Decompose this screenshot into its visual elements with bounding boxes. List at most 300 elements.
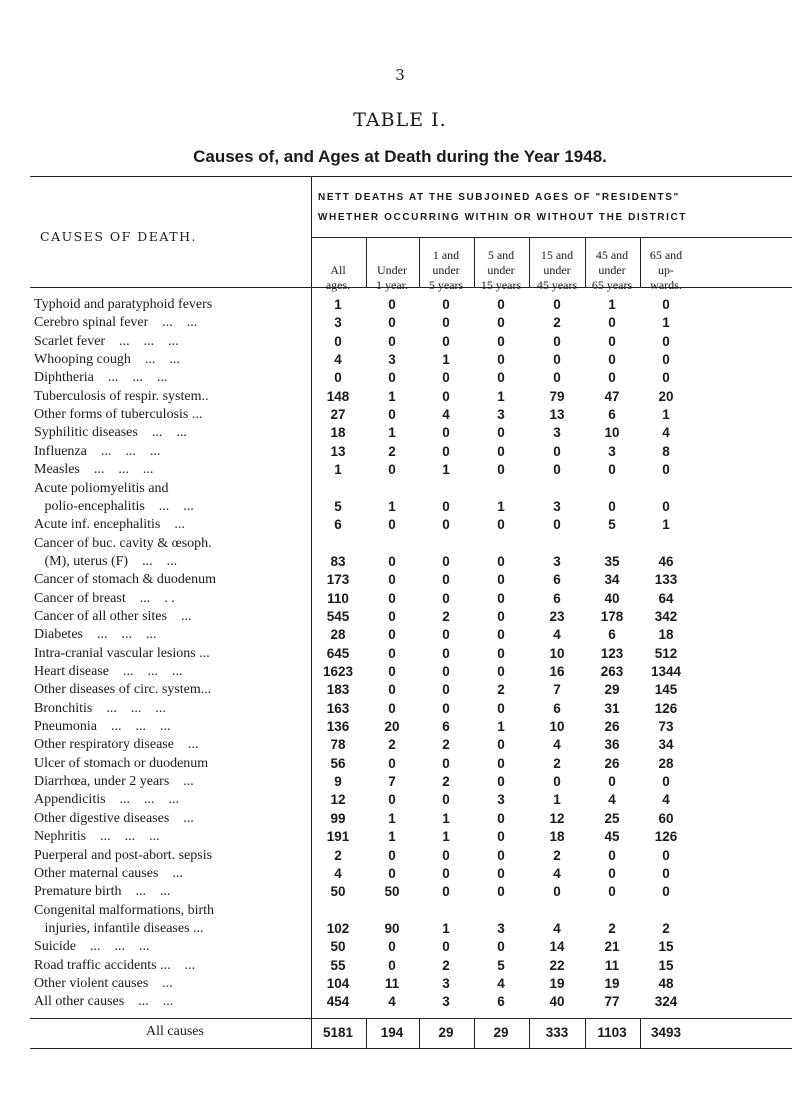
cause-label: Tuberculosis of respir. system.. — [34, 388, 209, 404]
cell-value: 0 — [388, 847, 396, 863]
cell-value: 0 — [442, 333, 450, 349]
cell-value: 0 — [662, 498, 670, 514]
cell-value: 126 — [654, 700, 678, 716]
cell-value: 20 — [658, 388, 674, 404]
column-header-line: 65 and — [649, 248, 683, 262]
cell-value: 0 — [442, 664, 450, 679]
cell-value: 0 — [608, 884, 616, 900]
cell-value: 13 — [330, 443, 346, 459]
cell-value: 2 — [334, 847, 342, 863]
table-row — [0, 480, 800, 498]
cell-value: 12 — [549, 810, 565, 826]
cause-label: injuries, infantile diseases ... — [34, 920, 204, 936]
cell-value: 19 — [604, 975, 620, 991]
cell-value: 0 — [388, 407, 396, 423]
column-header-line: ages. — [325, 278, 351, 292]
column-header-line: 5 and — [487, 248, 515, 262]
cell-value: 1 — [497, 498, 505, 514]
cell-value: 2 — [662, 920, 670, 936]
cell-value: 1 — [334, 462, 342, 478]
cell-value: 0 — [334, 333, 342, 349]
cell-value: 102 — [326, 920, 350, 936]
cell-value: 90 — [384, 920, 400, 936]
cell-value: 645 — [326, 645, 350, 661]
cell-value: 0 — [388, 700, 396, 716]
cell-value: 1 — [608, 297, 616, 312]
cause-label: Nephritis ... ... ... — [34, 829, 160, 845]
total-value: 194 — [380, 1025, 404, 1040]
cell-value: 25 — [604, 810, 620, 826]
table-row — [0, 608, 800, 626]
cell-value: 1344 — [650, 664, 682, 679]
cell-value: 4 — [388, 994, 396, 1010]
cell-value: 183 — [326, 682, 350, 698]
column-header-line: Under — [377, 263, 407, 277]
cause-label: Suicide ... ... ... — [34, 939, 150, 955]
column-header-line: 15 and — [540, 248, 574, 262]
table-row — [0, 902, 800, 920]
cell-value: 0 — [442, 297, 450, 312]
column-header-line: under — [543, 263, 571, 277]
cause-label: Acute inf. encephalitis ... — [34, 517, 185, 533]
cause-label: Other violent causes ... — [34, 975, 173, 991]
cell-value: 0 — [553, 774, 561, 790]
total-row — [0, 1024, 800, 1042]
cell-value: 26 — [604, 755, 620, 771]
cell-value: 0 — [608, 774, 616, 790]
table-row — [0, 718, 800, 736]
cell-value: 0 — [608, 865, 616, 881]
table-row — [0, 351, 800, 369]
table-row — [0, 938, 800, 956]
cause-label: Other digestive diseases ... — [34, 810, 194, 826]
table-row — [0, 957, 800, 975]
cell-value: 1 — [553, 792, 561, 808]
cell-value: 1 — [334, 297, 342, 312]
cell-value: 0 — [388, 517, 396, 533]
cell-value: 0 — [497, 829, 505, 845]
cell-value: 0 — [608, 462, 616, 478]
cell-value: 3 — [388, 352, 396, 368]
top-rule — [30, 176, 792, 177]
cell-value: 0 — [608, 315, 616, 331]
cell-value: 16 — [549, 664, 565, 679]
cell-value: 342 — [654, 608, 678, 624]
cause-label: Diphtheria ... ... ... — [34, 370, 168, 386]
cell-value: 0 — [442, 847, 450, 863]
cell-value: 0 — [442, 755, 450, 771]
cell-value: 0 — [497, 517, 505, 533]
cause-label: Other forms of tuberculosis ... — [34, 407, 203, 423]
column-header — [639, 248, 693, 293]
cell-value: 0 — [553, 352, 561, 368]
cell-value: 2 — [553, 755, 561, 771]
cell-value: 7 — [388, 774, 396, 790]
cell-value: 1 — [442, 462, 450, 478]
cell-value: 0 — [662, 865, 670, 881]
cell-value: 78 — [330, 737, 346, 753]
page-subtitle: Causes of, and Ages at Death during the Year 1948. — [193, 147, 607, 166]
table-row — [0, 590, 800, 608]
cause-label: Syphilitic diseases ... ... — [34, 425, 187, 441]
cell-value: 454 — [326, 994, 350, 1010]
cell-value: 1 — [388, 829, 396, 845]
cell-value: 0 — [497, 462, 505, 478]
total-value: 333 — [545, 1025, 569, 1040]
cell-value: 0 — [497, 572, 505, 588]
cell-value: 0 — [334, 370, 342, 386]
cell-value: 0 — [497, 370, 505, 386]
cause-label: Typhoid and paratyphoid fevers — [34, 297, 213, 312]
cell-value: 0 — [442, 572, 450, 588]
table-row — [0, 516, 800, 534]
cell-value: 83 — [330, 553, 346, 569]
cell-value: 0 — [662, 847, 670, 863]
cell-value: 0 — [497, 315, 505, 331]
cell-value: 0 — [608, 847, 616, 863]
column-header — [419, 248, 473, 293]
cell-value: 28 — [330, 627, 346, 643]
cell-value: 2 — [442, 737, 450, 753]
cell-value: 0 — [497, 443, 505, 459]
cell-value: 0 — [442, 700, 450, 716]
cell-value: 0 — [553, 297, 561, 312]
cell-value: 136 — [326, 719, 350, 735]
table-row — [0, 626, 800, 644]
table-row — [0, 681, 800, 699]
cell-value: 31 — [604, 700, 620, 716]
table-row — [0, 791, 800, 809]
cell-value: 1 — [388, 810, 396, 826]
total-value: 5181 — [322, 1025, 354, 1040]
cause-label: Heart disease ... ... ... — [34, 664, 183, 679]
column-header-line: 65 years — [591, 278, 633, 292]
cell-value: 0 — [442, 682, 450, 698]
cell-value: 545 — [326, 608, 350, 624]
cause-label: Cancer of buc. cavity & œsoph. — [34, 535, 212, 551]
cell-value: 11 — [384, 975, 400, 991]
table-row — [0, 920, 800, 938]
table-row — [0, 314, 800, 332]
table-row — [0, 498, 800, 516]
cell-value: 0 — [442, 939, 450, 955]
cause-label: Congenital malformations, birth — [34, 902, 215, 918]
cell-value: 0 — [553, 462, 561, 478]
cell-value: 4 — [553, 865, 561, 881]
cell-value: 0 — [442, 590, 450, 606]
cell-value: 18 — [549, 829, 565, 845]
cell-value: 0 — [442, 388, 450, 404]
cell-value: 178 — [600, 608, 624, 624]
cell-value: 1 — [442, 352, 450, 368]
cell-value: 60 — [658, 810, 674, 826]
cell-value: 0 — [662, 297, 670, 312]
cell-value: 4 — [553, 920, 561, 936]
cause-label: Pneumonia ... ... ... — [34, 719, 171, 735]
column-header-line: All — [330, 263, 346, 277]
cause-label: All other causes ... ... — [34, 994, 174, 1010]
cell-value: 50 — [330, 939, 346, 955]
cause-label: Diabetes ... ... ... — [34, 627, 157, 643]
column-header — [365, 248, 419, 293]
cell-value: 6 — [334, 517, 342, 533]
column-header — [530, 248, 584, 293]
cell-value: 3 — [442, 994, 450, 1010]
cell-value: 18 — [330, 425, 346, 441]
cell-value: 0 — [497, 847, 505, 863]
cell-value: 12 — [330, 792, 346, 808]
cell-value: 47 — [604, 388, 620, 404]
cell-value: 0 — [497, 810, 505, 826]
cell-value: 50 — [330, 884, 346, 900]
table-row — [0, 755, 800, 773]
cell-value: 0 — [442, 553, 450, 569]
cell-value: 0 — [497, 627, 505, 643]
table-row — [0, 773, 800, 791]
cell-value: 0 — [497, 664, 505, 679]
cell-value: 79 — [549, 388, 565, 404]
cell-value: 22 — [549, 957, 565, 973]
cell-value: 4 — [553, 627, 561, 643]
total-value: 29 — [493, 1025, 509, 1040]
cell-value: 0 — [497, 645, 505, 661]
cell-value: 3 — [497, 920, 505, 936]
cell-value: 2 — [497, 682, 505, 698]
cause-label: Influenza ... ... ... — [34, 443, 161, 459]
cause-label: Intra-cranial vascular lesions ... — [34, 645, 210, 661]
cell-value: 3 — [608, 443, 616, 459]
cell-value: 0 — [497, 333, 505, 349]
cell-value: 0 — [497, 774, 505, 790]
cell-value: 64 — [658, 590, 674, 606]
causes-column-header: CAUSES OF DEATH. — [40, 229, 197, 244]
column-header-line — [311, 248, 365, 263]
cell-value: 1623 — [322, 664, 354, 679]
cell-value: 23 — [549, 608, 565, 624]
cell-value: 77 — [604, 994, 620, 1010]
cell-value: 0 — [497, 590, 505, 606]
cause-label: Scarlet fever ... ... ... — [34, 333, 179, 349]
bottom-rule — [30, 1048, 792, 1049]
cell-value: 0 — [388, 645, 396, 661]
cell-value: 123 — [600, 645, 624, 661]
cell-value: 0 — [442, 425, 450, 441]
cell-value: 104 — [326, 975, 350, 991]
table-title: TABLE I. — [353, 109, 447, 131]
cell-value: 0 — [388, 333, 396, 349]
cell-value: 0 — [497, 608, 505, 624]
cell-value: 0 — [662, 462, 670, 478]
total-value: 29 — [438, 1025, 454, 1040]
cell-value: 4 — [553, 737, 561, 753]
age-group-header — [318, 188, 788, 228]
cause-label: Acute poliomyelitis and — [34, 480, 169, 496]
cause-label: Measles ... ... ... — [34, 462, 154, 478]
cell-value: 0 — [497, 700, 505, 716]
column-header-line: under — [487, 263, 515, 277]
table-row — [0, 535, 800, 553]
column-header-line: up- — [658, 263, 674, 277]
cell-value: 3 — [553, 498, 561, 514]
cell-value: 0 — [442, 865, 450, 881]
cell-value: 36 — [604, 737, 620, 753]
column-header-line: 15 years — [480, 278, 522, 292]
cause-label: Cancer of stomach & duodenum — [34, 572, 216, 588]
cause-label: Cerebro spinal fever ... ... — [34, 315, 198, 331]
cell-value: 0 — [442, 498, 450, 514]
table-row — [0, 810, 800, 828]
cell-value: 0 — [662, 370, 670, 386]
table-row — [0, 645, 800, 663]
cell-value: 0 — [388, 370, 396, 386]
cell-value: 1 — [662, 517, 670, 533]
cell-value: 21 — [604, 939, 620, 955]
cell-value: 46 — [658, 553, 674, 569]
cell-value: 2 — [553, 315, 561, 331]
cell-value: 0 — [388, 957, 396, 973]
table-row — [0, 553, 800, 571]
column-header — [585, 248, 639, 293]
cell-value: 1 — [388, 388, 396, 404]
cell-value: 3 — [553, 425, 561, 441]
cell-value: 0 — [497, 553, 505, 569]
cell-value: 0 — [442, 627, 450, 643]
table-row — [0, 388, 800, 406]
cell-value: 7 — [553, 682, 561, 698]
cell-value: 6 — [608, 627, 616, 643]
cell-value: 163 — [326, 700, 350, 716]
cell-value: 0 — [608, 352, 616, 368]
cell-value: 5 — [334, 498, 342, 514]
cell-value: 0 — [442, 517, 450, 533]
cause-label: Diarrhœa, under 2 years ... — [34, 774, 194, 790]
cell-value: 126 — [654, 829, 678, 845]
cause-label: Ulcer of stomach or duodenum — [34, 755, 209, 771]
cell-value: 48 — [658, 975, 674, 991]
cell-value: 26 — [604, 719, 620, 735]
cell-value: 6 — [553, 572, 561, 588]
cell-value: 13 — [549, 407, 565, 423]
cell-value: 0 — [388, 462, 396, 478]
cell-value: 1 — [442, 920, 450, 936]
cell-value: 0 — [497, 425, 505, 441]
cell-value: 0 — [497, 297, 505, 312]
cell-value: 28 — [658, 755, 674, 771]
cause-label: polio-encephalitis ... ... — [34, 498, 194, 514]
cell-value: 4 — [334, 865, 342, 881]
cause-label: Premature birth ... ... — [34, 884, 171, 900]
column-header — [311, 248, 365, 293]
cell-value: 19 — [549, 975, 565, 991]
table-row — [0, 461, 800, 479]
cell-value: 0 — [388, 315, 396, 331]
total-value: 1103 — [597, 1025, 627, 1040]
cell-value: 2 — [442, 957, 450, 973]
cell-value: 2 — [553, 847, 561, 863]
cell-value: 512 — [654, 645, 678, 661]
table-row — [0, 700, 800, 718]
cell-value: 34 — [658, 737, 674, 753]
cell-value: 56 — [330, 755, 346, 771]
cell-value: 263 — [600, 664, 624, 679]
cell-value: 0 — [388, 553, 396, 569]
cell-value: 0 — [388, 608, 396, 624]
cell-value: 1 — [497, 719, 505, 735]
column-header-line: 45 and — [595, 248, 629, 262]
column-header-line: 1 and — [432, 248, 460, 262]
cell-value: 0 — [553, 370, 561, 386]
cell-value: 11 — [604, 957, 620, 973]
cause-label: Other maternal causes ... — [34, 865, 183, 881]
cell-value: 1 — [442, 810, 450, 826]
cell-value: 1 — [388, 425, 396, 441]
cause-label: Whooping cough ... ... — [34, 352, 180, 368]
column-header-line: 1 year. — [376, 278, 408, 292]
column-header-line — [365, 248, 419, 263]
cell-value: 110 — [327, 590, 349, 606]
cell-value: 2 — [608, 920, 616, 936]
cell-value: 0 — [442, 884, 450, 900]
cell-value: 4 — [662, 792, 670, 808]
cell-value: 0 — [662, 352, 670, 368]
cell-value: 0 — [442, 443, 450, 459]
cell-value: 0 — [497, 737, 505, 753]
cell-value: 0 — [553, 333, 561, 349]
cell-value: 6 — [553, 700, 561, 716]
cell-value: 8 — [662, 443, 670, 459]
cell-value: 0 — [608, 333, 616, 349]
table-row — [0, 975, 800, 993]
table-row — [0, 736, 800, 754]
column-header-line: under — [598, 263, 626, 277]
cell-value: 1 — [442, 829, 450, 845]
cause-label: Road traffic accidents ... ... — [34, 957, 196, 973]
table-row — [0, 571, 800, 589]
cell-value: 0 — [388, 297, 396, 312]
cause-label: Bronchitis ... ... ... — [34, 700, 166, 716]
age-group-header-line-2: WHETHER OCCURRING WITHIN OR WITHOUT THE DISTRICT — [318, 212, 687, 223]
column-header — [474, 248, 528, 293]
cell-value: 29 — [604, 682, 620, 698]
cell-value: 0 — [662, 884, 670, 900]
cause-label: Cancer of breast ... . . — [34, 590, 175, 606]
table-row — [0, 369, 800, 387]
cell-value: 0 — [497, 755, 505, 771]
table-row — [0, 663, 800, 681]
cell-value: 0 — [388, 590, 396, 606]
cell-value: 4 — [334, 352, 342, 368]
cell-value: 0 — [662, 774, 670, 790]
cause-label: Other respiratory disease ... — [34, 737, 199, 753]
cell-value: 133 — [654, 572, 678, 588]
cell-value: 0 — [553, 443, 561, 459]
cell-value: 3 — [553, 553, 561, 569]
cell-value: 0 — [497, 352, 505, 368]
cell-value: 0 — [442, 792, 450, 808]
cause-label: Other diseases of circ. system... — [34, 682, 212, 698]
cell-value: 6 — [497, 994, 505, 1010]
cell-value: 3 — [497, 792, 505, 808]
cell-value: 0 — [442, 315, 450, 331]
cell-value: 3 — [442, 975, 450, 991]
table-row — [0, 993, 800, 1011]
cell-value: 2 — [442, 608, 450, 624]
cell-value: 10 — [549, 719, 565, 735]
cell-value: 50 — [384, 884, 400, 900]
cell-value: 0 — [553, 517, 561, 533]
cause-label: Puerperal and post-abort. sepsis — [34, 847, 213, 863]
column-header-line: under — [432, 263, 460, 277]
